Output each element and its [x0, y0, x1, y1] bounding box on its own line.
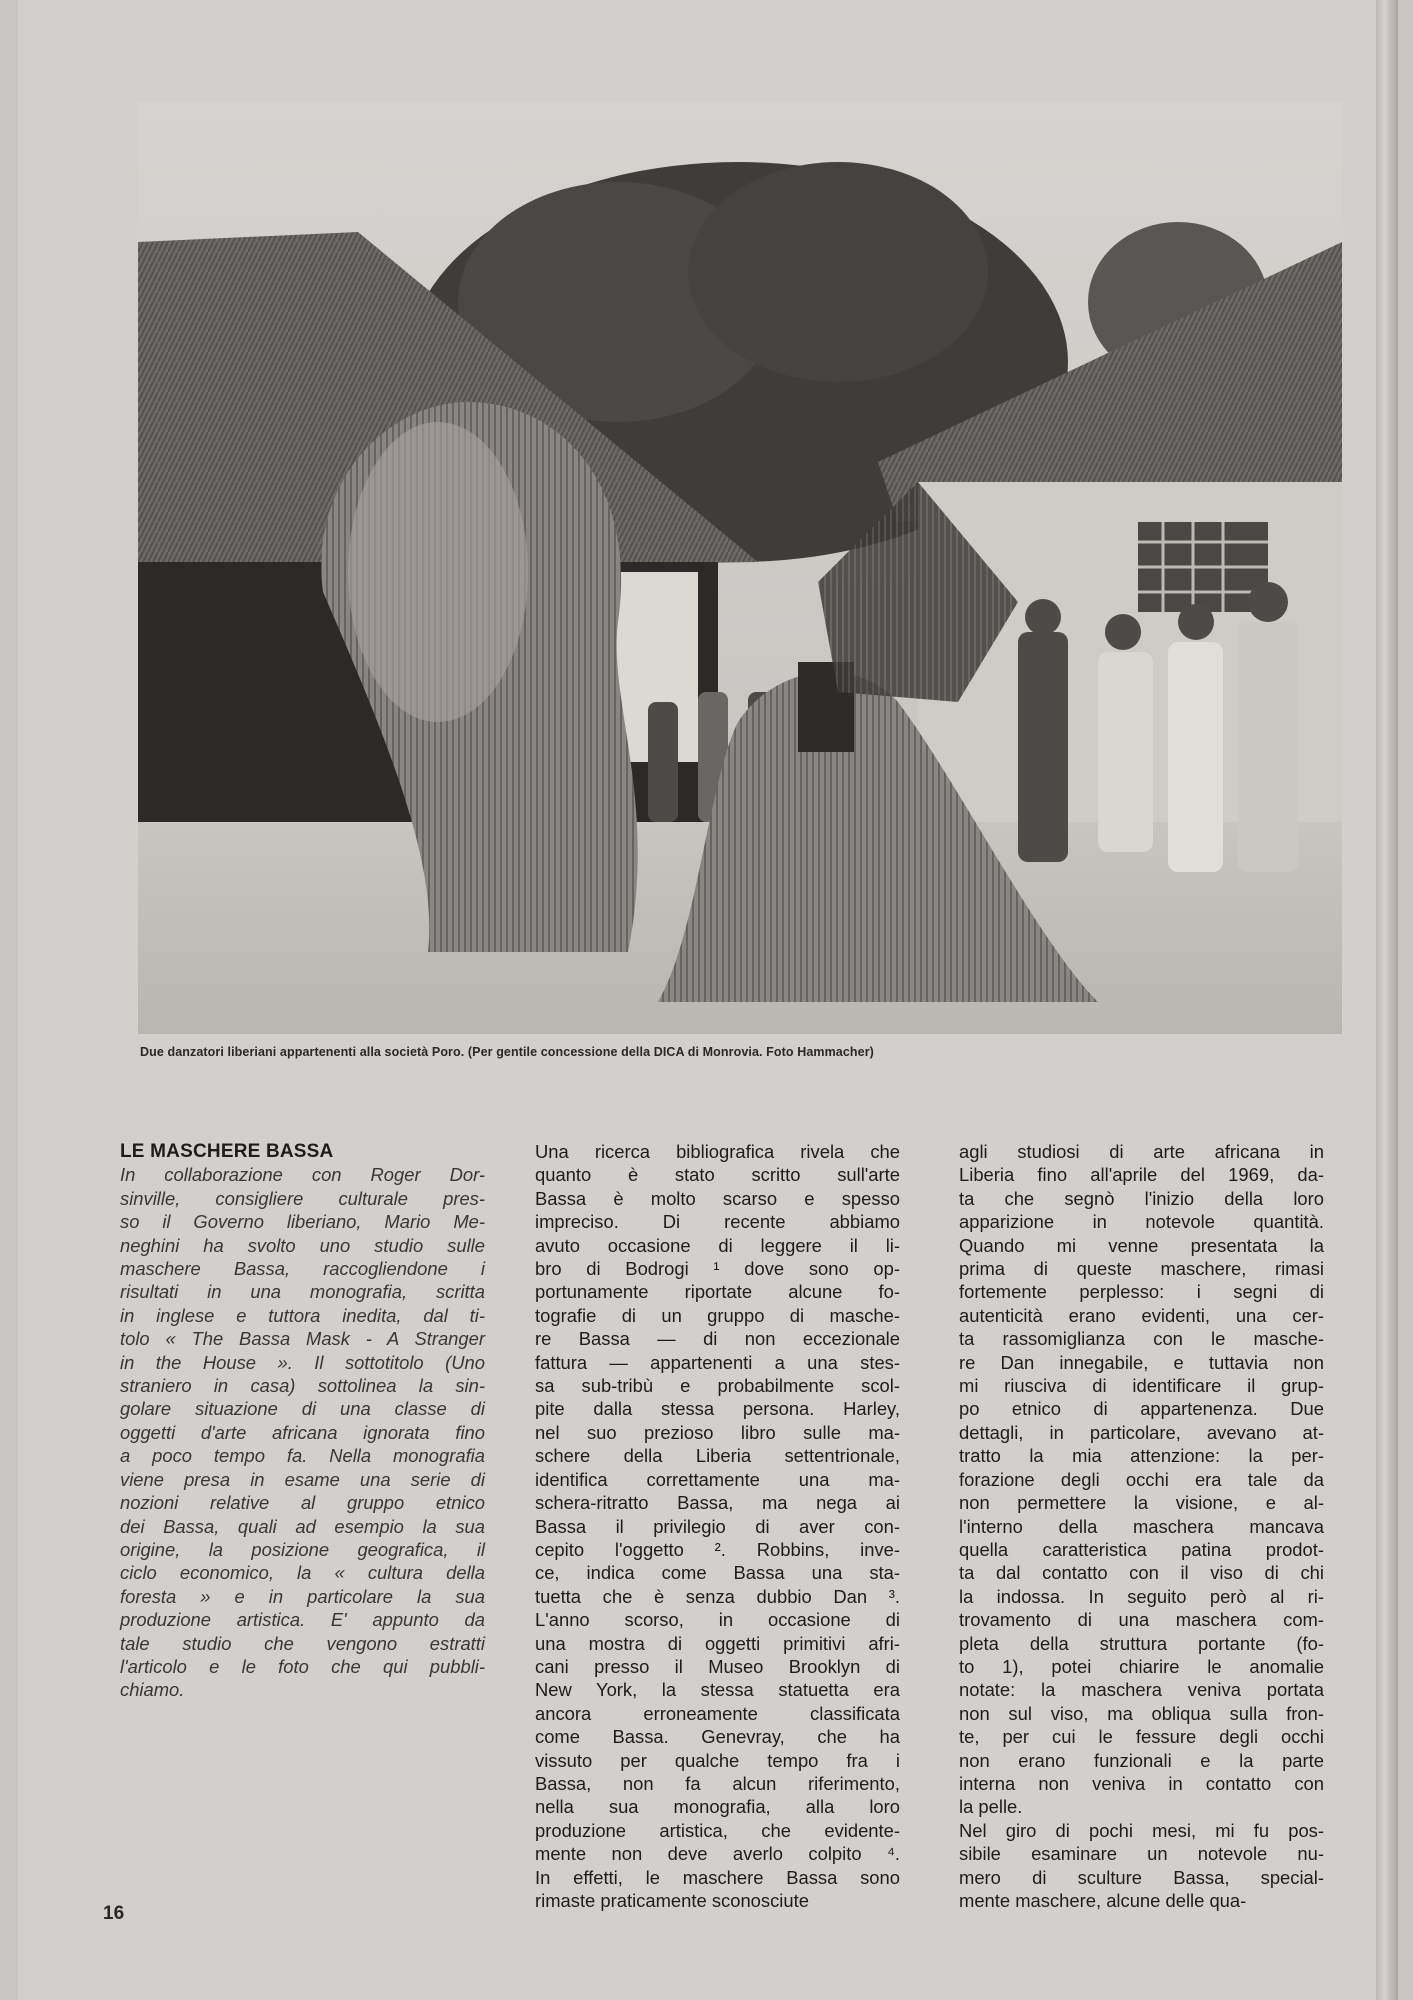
text-line: Bassa è molto scarso e spesso [535, 1187, 900, 1209]
text-line: ta dal contatto con il viso di chi [959, 1562, 1324, 1584]
text-line: dettagli, in particolare, avevano at- [959, 1421, 1324, 1443]
text-line: avuto occasione di leggere il li- [535, 1234, 900, 1256]
text-line: sinville, consigliere culturale pres- [120, 1187, 485, 1209]
text-line: chiamo. [120, 1679, 185, 1701]
text-line: ce, indica come Bassa una sta- [535, 1562, 900, 1584]
text-line: schera-ritratto Bassa, ma nega ai [535, 1492, 900, 1514]
text-line: la indossa. In seguito però al ri- [959, 1585, 1324, 1607]
text-line: origine, la posizione geografica, il [120, 1538, 485, 1560]
text-line: cani presso il Museo Brooklyn di [535, 1655, 900, 1677]
text-line: non erano funzionali e la parte [959, 1749, 1324, 1771]
text-line: pite dalla stessa persona. Harley, [535, 1398, 900, 1420]
text-line: re Bassa — di non eccezionale [535, 1328, 900, 1350]
text-line: New York, la stessa statuetta era [535, 1679, 900, 1701]
text-line: straniero in casa) sottolinea la sin- [120, 1375, 485, 1397]
text-line: In collaborazione con Roger Dor- [120, 1164, 485, 1186]
text-line: come Bassa. Genevray, che ha [535, 1726, 900, 1748]
text-line: autenticità erano evidenti, una cer- [959, 1304, 1324, 1326]
text-line: nozioni relative al gruppo etnico [120, 1492, 485, 1514]
text-line: rimaste praticamente sconosciute [535, 1890, 809, 1911]
text-line: non permettere la visione, e al- [959, 1492, 1324, 1514]
text-line: Bassa il privilegio di aver con- [535, 1515, 900, 1537]
text-line: bro di Bodrogi ¹ dove sono op- [535, 1258, 900, 1280]
text-line: fattura — appartenenti a una stes- [535, 1351, 900, 1373]
text-line: tuetta che è senza dubbio Dan ³. [535, 1585, 900, 1607]
text-line: in inglese e tuttora inedita, dal ti- [120, 1304, 485, 1326]
text-line: impreciso. Di recente abbiamo [535, 1211, 900, 1233]
text-line: notate: la maschera veniva portata [959, 1679, 1324, 1701]
magazine-page [18, 0, 1398, 2000]
photo-caption: Due danzatori liberiani appartenenti alla società Poro. (Per gentile concessione della DICA di Monrovia. Foto Hammacher) [140, 1045, 874, 1059]
text-line: Quando mi venne presentata la [959, 1234, 1324, 1256]
text-line: mi riusciva di identificare il grup- [959, 1375, 1324, 1397]
column-middle [535, 1140, 900, 1912]
text-line: Bassa, non fa alcun riferimento, [535, 1772, 900, 1794]
right-column-text [959, 1140, 1324, 1912]
photo-two-dancers [138, 102, 1342, 1034]
text-line: una mostra di oggetti primitivi afri- [535, 1632, 900, 1654]
text-line: Una ricerca bibliografica rivela che [535, 1141, 900, 1162]
text-line: schere della Liberia settentrionale, [535, 1445, 900, 1467]
text-line: a poco tempo fa. Nella monografia [120, 1445, 485, 1467]
text-line: viene presa in esame una serie di [120, 1468, 485, 1490]
text-line: l'articolo e le foto che qui pubbli- [120, 1655, 485, 1677]
text-line: sa sub-tribù e probabilmente scol- [535, 1375, 900, 1397]
text-line: sibile esaminare un notevole nu- [959, 1843, 1324, 1865]
text-line: te, per cui le fessure degli occhi [959, 1726, 1324, 1748]
text-line: neghini ha svolto uno studio sulle [120, 1234, 485, 1256]
text-line: la pelle. [959, 1796, 1023, 1818]
text-line: L'anno scorso, in occasione di [535, 1609, 900, 1631]
text-line: interna non veniva in contatto con [959, 1772, 1324, 1794]
text-line: tolo « The Bassa Mask - A Stranger [120, 1328, 485, 1350]
text-line: mente non deve averlo colpito ⁴. [535, 1843, 900, 1865]
page-number: 16 [103, 1903, 125, 1924]
text-line: in the House ». Il sottotitolo (Uno [120, 1351, 485, 1373]
text-line: po etnico di appartenenza. Due [959, 1398, 1324, 1420]
text-line: prima di queste maschere, rimasi [959, 1258, 1324, 1280]
text-line: quanto è stato scritto sull'arte [535, 1164, 900, 1186]
text-line: nel suo prezioso libro sulle ma- [535, 1421, 900, 1443]
text-line: Liberia fino all'aprile del 1969, da- [959, 1164, 1324, 1186]
text-line: identifica correttamente una ma- [535, 1468, 900, 1490]
text-line: to 1), potei chiarire le anomalie [959, 1655, 1324, 1677]
text-line: pleta della struttura portante (fo- [959, 1632, 1324, 1654]
text-line: so il Governo liberiano, Mario Me- [120, 1211, 485, 1233]
text-line: cepito l'oggetto ². Robbins, inve- [535, 1538, 900, 1560]
text-line: Nel giro di pochi mesi, mi fu pos- [959, 1819, 1324, 1841]
text-line: non sul viso, ma obliqua sulla fron- [959, 1702, 1324, 1724]
text-line: l'interno della maschera mancava [959, 1515, 1324, 1537]
article-heading: LE MASCHERE BASSA [120, 1141, 334, 1162]
page-binding-edge [1376, 0, 1398, 2000]
text-line: tale studio che vengono estratti [120, 1632, 485, 1654]
text-line: re Dan innegabile, e tuttavia non [959, 1351, 1324, 1373]
text-line: produzione artistica, che evidente- [535, 1819, 900, 1841]
text-line: mero di sculture Bassa, special- [959, 1866, 1324, 1888]
column-right [959, 1140, 1324, 1912]
text-line: portunamente riportate alcune fo- [535, 1281, 900, 1303]
text-line: oggetti d'arte africana ignorata fino [120, 1421, 485, 1443]
text-line: risultati in una monografia, scritta [120, 1281, 485, 1303]
text-line: nella sua monografia, alla loro [535, 1796, 900, 1818]
middle-column-text [535, 1140, 900, 1912]
text-line: trovamento di una maschera com- [959, 1609, 1324, 1631]
text-line: apparizione in notevole quantità. [959, 1211, 1324, 1233]
text-line: golare situazione di una classe di [120, 1398, 485, 1420]
text-line: ancora erroneamente classificata [535, 1702, 900, 1724]
text-line: dei Bassa, quali ad esempio la sua [120, 1515, 485, 1537]
text-line: ta rassomiglianza con le masche- [959, 1328, 1324, 1350]
intro-paragraph [120, 1163, 485, 1701]
text-line: tratto la mia attenzione: la per- [959, 1445, 1324, 1467]
text-line: maschere Bassa, raccogliendone i [120, 1258, 485, 1280]
text-line: In effetti, le maschere Bassa sono [535, 1866, 900, 1888]
text-line: foresta » e in particolare la sua [120, 1585, 485, 1607]
text-line: vissuto per qualche tempo fra i [535, 1749, 900, 1771]
text-line: ciclo economico, la « cultura della [120, 1562, 485, 1584]
text-line: tografie di un gruppo di masche- [535, 1304, 900, 1326]
text-line: ta che segnò l'inizio della loro [959, 1187, 1324, 1209]
photo-illustration [138, 102, 1342, 1034]
text-line: produzione artistica. E' appunto da [120, 1609, 485, 1631]
text-line: fortemente perplesso: i segni di [959, 1281, 1324, 1303]
column-intro [120, 1140, 485, 1702]
text-line: quella caratteristica patina prodot- [959, 1538, 1324, 1560]
text-line: mente maschere, alcune delle qua- [959, 1890, 1247, 1911]
text-line: agli studiosi di arte africana in [959, 1141, 1324, 1162]
text-line: forazione degli occhi era tale da [959, 1468, 1324, 1490]
